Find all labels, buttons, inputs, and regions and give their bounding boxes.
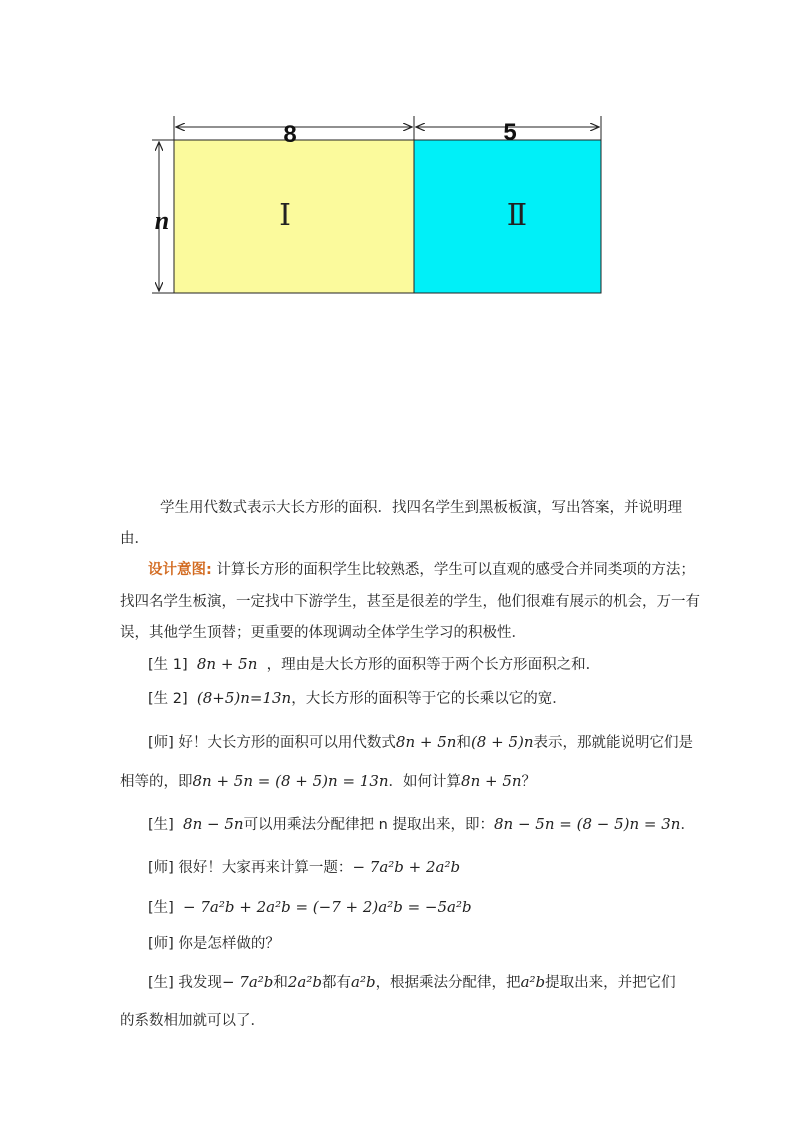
rectangle-one — [174, 140, 414, 293]
line-text: 和 — [456, 735, 471, 751]
line-text: 提取出来，并把它们 — [545, 975, 676, 991]
math-expression: a²b — [520, 973, 546, 991]
student-5-line — [148, 972, 708, 993]
teacher-line-4: [师] 你是怎样做的？ — [148, 936, 280, 952]
line-text: 相等的，即 — [120, 774, 193, 790]
paragraph-line-1: 学生用代数式表示大长方形的面积．找四名学生到黑板板演，写出答案，并说明理 — [160, 500, 682, 516]
width-label-8: 8 — [283, 121, 297, 148]
paragraph-line-2: 由． — [120, 531, 149, 547]
teacher-line-2 — [120, 771, 680, 792]
height-label-n: n — [154, 206, 170, 235]
teacher-line-3 — [148, 857, 708, 878]
math-expression: 8n + 5n = (8 + 5)n = 13n — [192, 772, 389, 790]
rect-one-label: Ⅰ — [279, 198, 291, 233]
line-text: ．如何计算 — [388, 774, 462, 790]
line-text: 都有 — [322, 975, 351, 991]
math-expression: 8n − 5n — [183, 815, 244, 833]
student-2-line — [148, 688, 708, 709]
line-text: [师] 很好！大家再来计算一题： — [148, 860, 353, 876]
math-expression: 2a²b — [287, 973, 322, 991]
speaker-tag: [生 2] — [148, 691, 188, 707]
math-expression: 8n + 5n — [461, 772, 522, 790]
math-expression: 8n − 5n = (8 − 5)n = 3n — [493, 815, 681, 833]
line-text: [师] 好！大长方形的面积可以用代数式 — [148, 735, 396, 751]
speaker-tag: [生 1] — [148, 657, 188, 673]
line-text: [生] 我发现 — [148, 975, 222, 991]
design-intent-line — [148, 560, 708, 580]
paragraph-line-5: 误，其他学生顶替；更重要的体现调动全体学生学习的积极性． — [120, 625, 526, 641]
line-text: ，大长方形的面积等于它的长乘以它的宽． — [291, 691, 567, 707]
line-text: ，根据乘法分配律，把 — [375, 975, 521, 991]
student-3-line — [148, 814, 708, 835]
math-expression: (8+5)n=13n — [196, 689, 292, 707]
line-text: ，理由是大长方形的面积等于两个长方形面积之和． — [266, 657, 601, 673]
line-text: 可以用乘法分配律把 n 提取出来，即： — [243, 817, 494, 833]
width-label-5: 5 — [503, 119, 517, 146]
student-4-line — [148, 897, 708, 918]
math-expression: (8 + 5)n — [470, 733, 534, 751]
math-expression: − 7a²b + 2a²b = (−7 + 2)a²b = −5a²b — [183, 898, 472, 916]
paragraph-line-15: 的系数相加就可以了． — [120, 1013, 265, 1029]
rect-two-label: Ⅱ — [506, 198, 528, 233]
design-intent-label: 设计意图: — [148, 562, 212, 578]
teacher-line-1 — [148, 732, 708, 753]
design-intent-text: 计算长方形的面积学生比较熟悉，学生可以直观的感受合并同类项的方法； — [211, 562, 695, 578]
paragraph-line-4: 找四名学生板演，一定找中下游学生，甚至是很差的学生，他们很难有展示的机会，万一有 — [120, 594, 700, 610]
math-expression: 8n + 5n — [395, 733, 457, 751]
line-text: 和 — [273, 975, 288, 991]
math-expression: − 7a²b + 2a²b — [352, 858, 461, 876]
line-text: 表示，那就能说明它们是 — [533, 735, 693, 751]
area-diagram — [0, 0, 794, 330]
math-expression: a²b — [351, 973, 376, 991]
speaker-tag: [生] — [148, 900, 174, 916]
math-expression: 8n + 5n — [196, 655, 258, 673]
speaker-tag: [生] — [148, 817, 174, 833]
math-expression: − 7a²b — [221, 973, 274, 991]
student-1-line — [148, 654, 708, 675]
line-text: ． — [680, 817, 695, 833]
line-text: ？ — [521, 774, 537, 790]
